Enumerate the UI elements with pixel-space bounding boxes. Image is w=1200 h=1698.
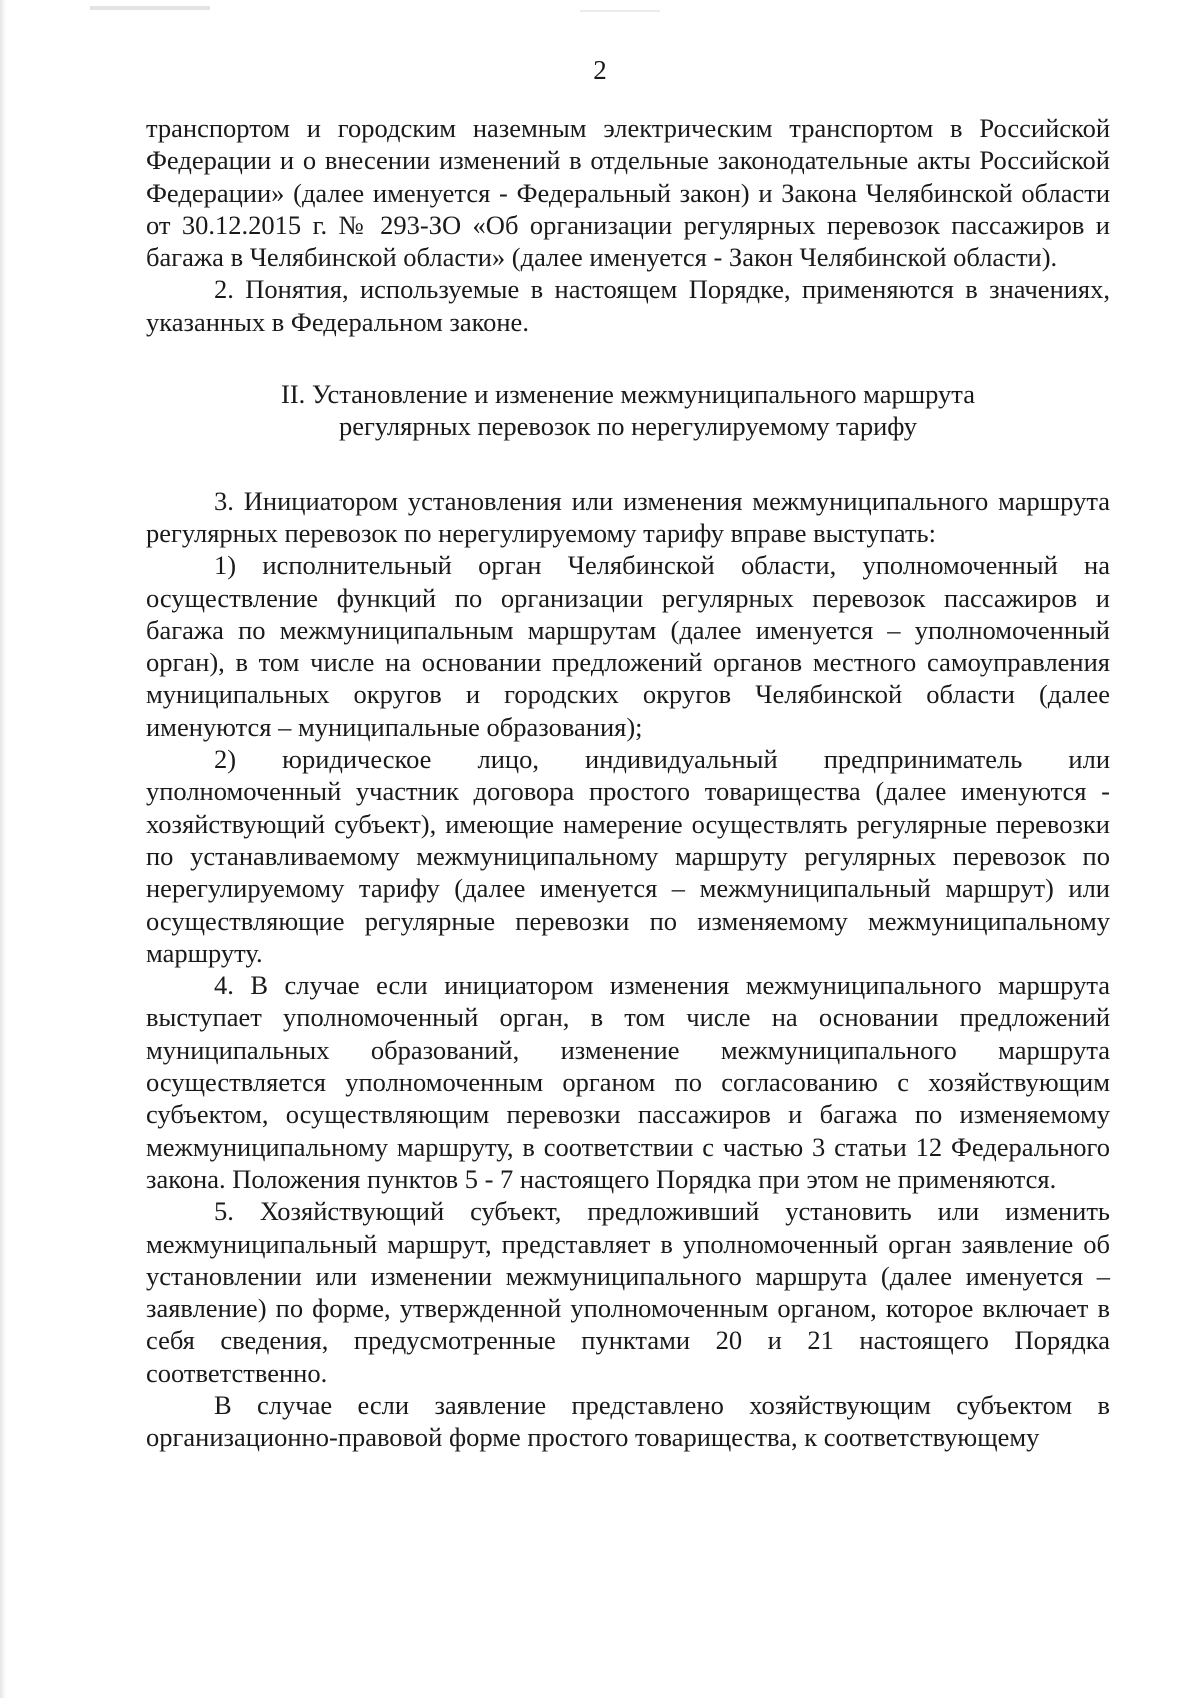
section-heading-line-1: II. Установление и изменение межмуниципального маршрута [281,379,975,410]
paragraph-item-3-1: 1) исполнительный орган Челябинской области, уполномоченный на осуществление функций по организации регулярных перевозок пассажиров и багажа по межмуниципальным маршрутам (далее именуется – уполномоченный орган), в том числе на основании предложений органов местного самоуправления муниципальных округов и городских округов Челябинской области (далее именуются – муниципальные образования); [146,550,1110,742]
paragraph-item-3-2: 2) юридическое лицо, индивидуальный предприниматель или уполномоченный участник договора простого товарищества (далее именуются - хозяйствующий субъект), имеющие намерение осуществлять регулярные перевозки по устанавливаемому межмуниципальному маршруту регулярных перевозок по нерегулируемому тарифу (далее именуется – межмуниципальный маршрут) или осуществляющие регулярные перевозки по изменяемому межмуниципальному маршруту. [146,744,1110,968]
document-body [146,112,1110,1454]
paragraph-item-2: 2. Понятия, используемые в настоящем Порядке, применяются в значениях, указанных в Федеральном законе. [146,274,1110,337]
paragraph-item-5-continued: В случае если заявление представлено хозяйствующим субъектом в организационно-правовой форме простого товарищества, к соответствующему [146,1389,1110,1453]
section-heading [146,378,1110,443]
section-heading-line-2: регулярных перевозок по нерегулируемому тарифу [338,411,918,442]
paragraph-item-5: 5. Хозяйствующий субъект, предложивший установить или изменить межмуниципальный маршрут, представляет в уполномоченный орган заявление об установлении или изменении межмуниципального маршрута (далее именуется – заявление) по форме, утвержденной уполномоченным органом, которое включает в себя сведения, предусмотренные пунктами 20 и 21 настоящего Порядка соответственно. [146,1196,1110,1388]
scan-artifact [580,10,660,12]
paragraph-continuation: транспортом и городским наземным электрическим транспортом в Российской Федерации и о внесении изменений в отдельные законодательные акты Российской Федерации» (далее именуется - Федеральный закон) и Закона Челябинской области от 30.12.2015 г. № 293-ЗО «Об организации регулярных перевозок пассажиров и багажа в Челябинской области» (далее именуется - Закон Челябинской области). [146,113,1110,273]
scan-edge-shadow [0,0,6,1698]
scan-artifact [90,6,210,10]
paragraph-item-4: 4. В случае если инициатором изменения межмуниципального маршрута выступает уполномоченный орган, в том числе на основании предложений муниципальных образований, изменение межмуниципального маршрута осуществляется уполномоченным органом по согласованию с хозяйствующим субъектом, осуществляющим перевозки пассажиров и багажа по изменяемому межмуниципальному маршруту, в соответствии с частью 3 статьи 12 Федерального закона. Положения пунктов 5 - 7 настоящего Порядка при этом не применяются. [146,970,1110,1194]
paragraph-item-3: 3. Инициатором установления или изменения межмуниципального маршрута регулярных перевозок по нерегулируемому тарифу вправе выступать: [146,485,1110,548]
page-number: 2 [593,55,607,85]
